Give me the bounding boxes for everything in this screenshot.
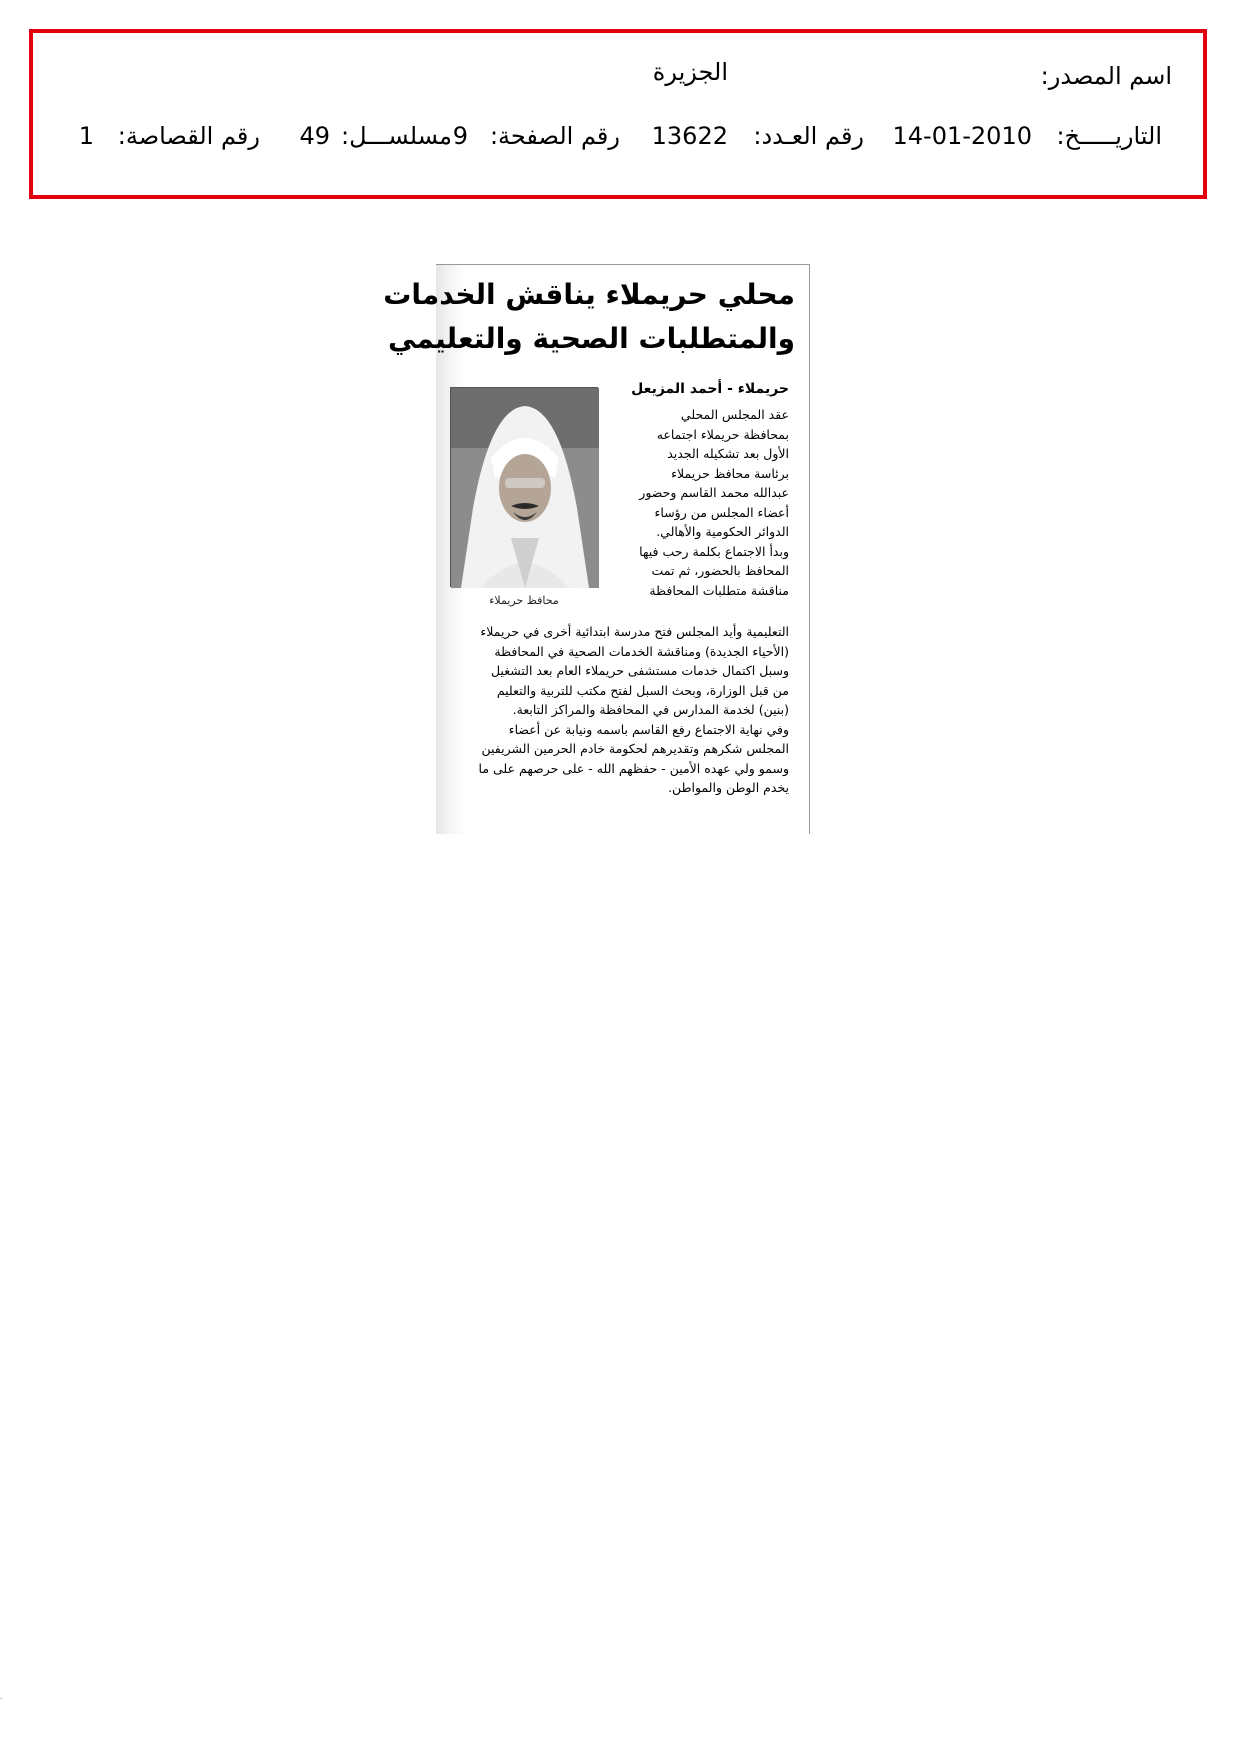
clip-value: 1 (78, 122, 94, 150)
article-byline: حريملاء - أحمد المزيعل (631, 381, 789, 397)
photo-caption: محافظ حريملاء (489, 594, 559, 607)
source-label: اسم المصدر: (1040, 62, 1172, 90)
body-line: (بنين) لخدمة المدارس في المحافظة والمراكز التابعة. (512, 702, 789, 717)
newspaper-clipping (383, 264, 810, 834)
issue-value: 13622 (651, 122, 728, 150)
body-line: مناقشة متطلبات المحافظة (649, 582, 789, 598)
clipping-info-box (29, 29, 1207, 199)
body-line: وفي نهاية الاجتماع رفع القاسم باسمه ونيابة عن أعضاء (508, 721, 789, 737)
article-headline (383, 273, 795, 361)
serial-label: مسلســـل: (341, 122, 452, 150)
body-line: المحافظ بالحضور، ثم تمت (651, 563, 789, 578)
headline-line-1: محلي حريملاء يناقش الخدمات (383, 278, 795, 311)
issue-label: رقم العـدد: (753, 122, 864, 150)
body-line: من قبل الوزارة، وبحث السبل لفتح مكتب للتربية والتعليم (496, 682, 789, 698)
body-line: (الأحياء الجديدة) ومناقشة الخدمات الصحية في المحافظة (494, 643, 789, 659)
body-line: عقد المجلس المحلي (680, 407, 789, 422)
scan-artifact: . (0, 1692, 3, 1701)
body-line: المجلس شكرهم وتقديرهم لحكومة خادم الحرمين الشريفين (481, 741, 789, 756)
body-line: التعليمية وأيد المجلس فتح مدرسة ابتدائية أخرى في حريملاء (480, 624, 789, 639)
page-value: 9 (452, 122, 468, 150)
date-label: التاريـــــخ: (1056, 122, 1162, 150)
body-line: وبدأ الاجتماع بكلمة رحب فيها (639, 543, 789, 559)
article-body-wide (452, 622, 789, 798)
date-value: 14-01-2010 (892, 122, 1032, 150)
headline-line-2: والمتطلبات الصحية والتعليمي (388, 322, 795, 355)
body-line: الدوائر الحكومية والأهالي. (656, 524, 789, 539)
body-line: الأول بعد تشكيله الجديد (667, 446, 789, 461)
serial-value: 49 (299, 122, 330, 150)
body-line: يخدم الوطن والمواطن. (668, 780, 789, 795)
portrait-image (451, 388, 599, 588)
governor-photo (450, 387, 598, 587)
body-line: أعضاء المجلس من رؤساء (654, 504, 789, 520)
clip-label: رقم القصاصة: (117, 122, 260, 150)
body-line: وسمو ولي عهده الأمين - حفظهم الله - على حرصهم على ما (478, 760, 789, 776)
source-value: الجزيرة (652, 58, 728, 86)
article-body-narrow (604, 405, 789, 600)
body-line: بمحافظة حريملاء اجتماعه (656, 426, 789, 442)
page-label: رقم الصفحة: (489, 122, 620, 150)
body-line: وسبل اكتمال خدمات مستشفى حريملاء العام بعد التشغيل (490, 663, 789, 678)
body-line: برئاسة محافظ حريملاء (671, 465, 789, 481)
body-line: عبدالله محمد القاسم وحضور (639, 485, 789, 500)
